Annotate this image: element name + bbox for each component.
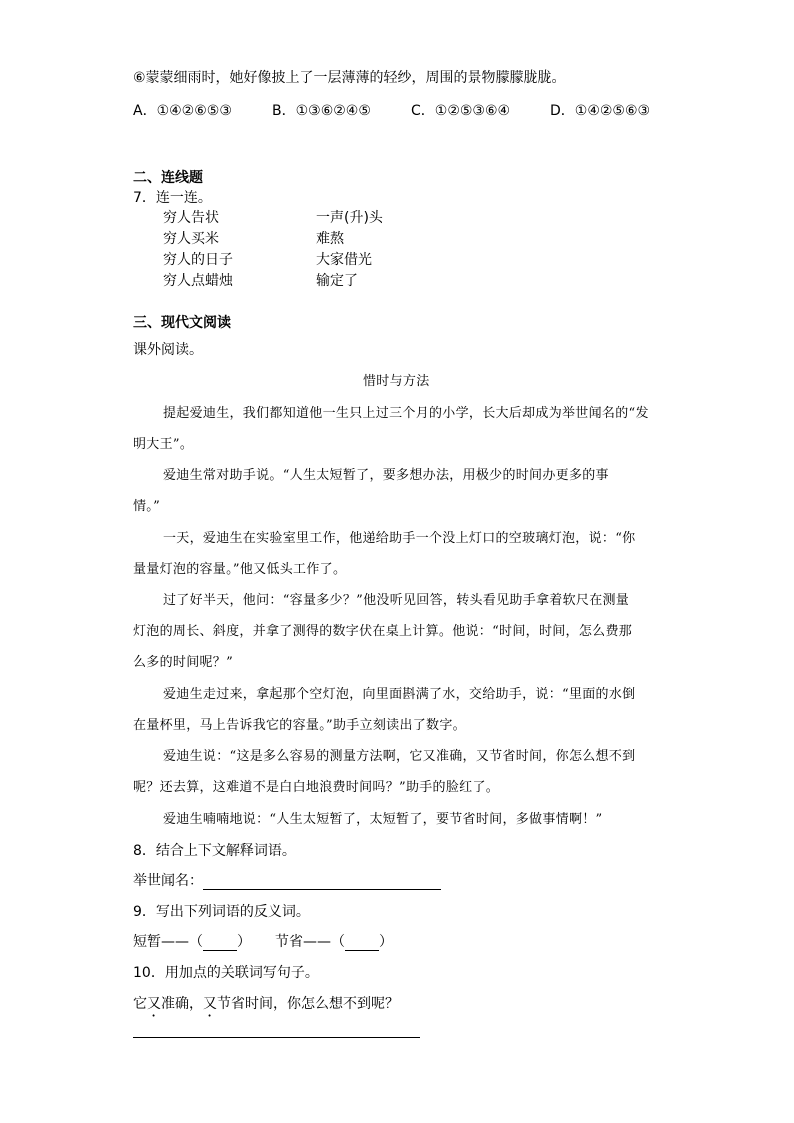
match-right-4[interactable]: 输定了 bbox=[316, 273, 358, 289]
passage-line: 么多的时间呢？” bbox=[133, 655, 234, 670]
q6-item6: ⑥蒙蒙细雨时，她好像披上了一层薄薄的轻纱，周围的景物朦朦胧胧。 bbox=[133, 70, 566, 86]
match-left-1[interactable]: 穷人告状 bbox=[163, 210, 219, 226]
q9-prompt: 9．写出下列词语的反义词。 bbox=[133, 904, 310, 920]
passage-line: 爱迪生喃喃地说：“人生太短暂了，太短暂了，要节省时间，多做事情啊！” bbox=[163, 812, 603, 827]
q9-answer-row bbox=[133, 931, 393, 951]
q9-item2: 节省——（ bbox=[275, 934, 345, 950]
q10-prompt: 10．用加点的关联词写句子。 bbox=[133, 965, 319, 981]
q6-option-a[interactable]: A．①④②⑥⑤③ bbox=[133, 103, 232, 119]
passage-line: 明大王”。 bbox=[133, 437, 194, 452]
match-right-3[interactable]: 大家借光 bbox=[316, 252, 372, 268]
q10-answer-blank[interactable] bbox=[133, 1025, 420, 1038]
q6-option-d[interactable]: D．①④②⑤⑥③ bbox=[550, 103, 651, 119]
match-right-1[interactable]: 一声(升)头 bbox=[316, 210, 383, 226]
passage-title: 惜时与方法 bbox=[363, 374, 430, 389]
q8-prompt: 8．结合上下文解释词语。 bbox=[133, 843, 296, 859]
q9-blank-1[interactable] bbox=[203, 936, 237, 951]
passage-line: 过了好半天，他问：“容量多少？”他没听见回答，转头看见助手拿着软尺在测量 bbox=[163, 593, 630, 608]
q6-options bbox=[133, 100, 650, 120]
q8-answer-blank[interactable] bbox=[203, 875, 441, 890]
q10-sentence bbox=[133, 993, 399, 1020]
q8-answer-row bbox=[133, 870, 441, 890]
q10-text: 它 bbox=[133, 996, 147, 1012]
q9-close-2: ） bbox=[379, 934, 393, 950]
q10-dotted-word: 又 bbox=[203, 996, 217, 1012]
q6-option-c[interactable]: C．①②⑤③⑥④ bbox=[411, 103, 511, 119]
passage-line: 情。” bbox=[133, 499, 161, 514]
match-right-2[interactable]: 难熬 bbox=[316, 231, 344, 247]
q6-option-b[interactable]: B．①③⑥②④⑤ bbox=[272, 103, 371, 119]
passage-line: 量量灯泡的容量。”他又低头工作了。 bbox=[133, 562, 347, 577]
q10-text: 节省时间，你怎么想不到呢？ bbox=[217, 996, 399, 1012]
q7-prompt: 7．连一连。 bbox=[133, 190, 212, 206]
q10-text: 准确， bbox=[161, 996, 203, 1012]
passage-line: 在量杯里，马上告诉我它的容量。”助手立刻读出了数字。 bbox=[133, 718, 466, 733]
q9-item1: 短暂——（ bbox=[133, 934, 203, 950]
q9-close-1: ） bbox=[237, 934, 251, 950]
passage-line: 灯泡的周长、斜度，并拿了测得的数字伏在桌上计算。他说：“时间，时间，怎么费那 bbox=[133, 624, 633, 639]
q8-term: 举世闻名： bbox=[133, 873, 203, 889]
section2-heading: 二、连线题 bbox=[133, 170, 203, 186]
section3-heading: 三、现代文阅读 bbox=[133, 315, 231, 331]
section3-intro: 课外阅读。 bbox=[133, 342, 203, 358]
q10-dotted-word: 又 bbox=[147, 996, 161, 1012]
passage-line: 提起爱迪生，我们都知道他一生只上过三个月的小学，长大后却成为举世闻名的“发 bbox=[163, 406, 649, 421]
match-left-3[interactable]: 穷人的日子 bbox=[163, 252, 233, 268]
match-left-2[interactable]: 穷人买米 bbox=[163, 231, 219, 247]
passage-line: 爱迪生常对助手说。“人生太短暂了，要多想办法，用极少的时间办更多的事 bbox=[163, 468, 609, 483]
passage-line: 爱迪生说：“这是多么容易的测量方法啊，它又准确，又节省时间，你怎么想不到 bbox=[163, 749, 636, 764]
match-left-4[interactable]: 穷人点蜡烛 bbox=[163, 273, 233, 289]
passage-line: 一天，爱迪生在实验室里工作，他递给助手一个没上灯口的空玻璃灯泡，说：“你 bbox=[163, 531, 636, 546]
passage-line: 呢？还去算，这难道不是白白地浪费时间吗？”助手的脸红了。 bbox=[133, 780, 500, 795]
passage-line: 爱迪生走过来，拿起那个空灯泡，向里面斟满了水，交给助手，说：“里面的水倒 bbox=[163, 687, 636, 702]
q9-blank-2[interactable] bbox=[345, 936, 379, 951]
